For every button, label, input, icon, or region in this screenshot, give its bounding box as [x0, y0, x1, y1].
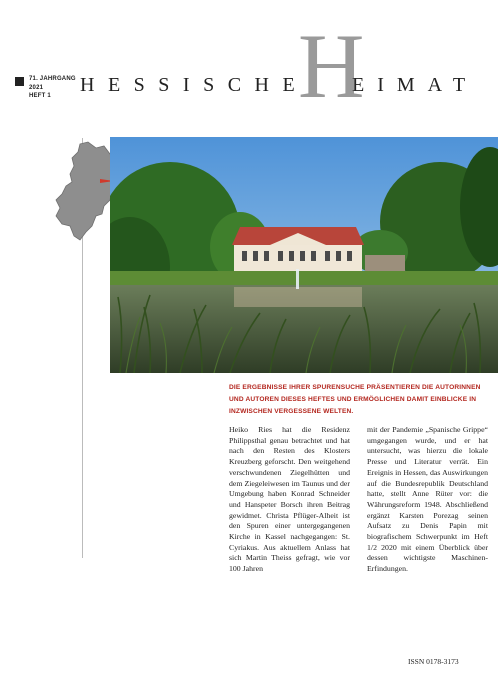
issue-year: 2021 [29, 84, 44, 91]
masthead-initial: H [298, 15, 365, 117]
lead-text: DIE ERGEBNISSE IHRER SPURENSUCHE PRÄSENTIEREN DIE AUTORINNEN UND AUTOREN DIESES HEFTES UND ERMÖGLICHEN DAMIT EINBLICKE IN INZWISCHEN VERGESSENE WELTEN. [229, 384, 481, 415]
photo-palace-pond [110, 137, 498, 373]
issue-volume: 71. JAHRGANG [29, 76, 76, 82]
masthead-left-word: HESSISCHE [80, 74, 309, 96]
body-column-1: Heiko Ries hat die Residenz Philippsthal genau betrachtet und hat nach den Resten des Klosters Kreuzberg geforscht. Den weitgehend verschwundenen Ziegelhütten und dem Ziegeleiwesen im Taunus und der Umgebung haben Konrad Schneider und Hanspeter Borsch ihren Beitrag gewidmet. Christa Pflüger-Alheit ist den Spuren einer untergegangenen Kirche in Kassel nachgegangen: St. Cyriakus. Aus aktuellem Anlass hat sich Martin Theiss gefragt, wie vor 100 Jahren [229, 425, 350, 574]
masthead-right-word: EIMAT [352, 74, 479, 96]
issue-marker [15, 77, 24, 86]
issue-number: HEFT 1 [29, 93, 51, 99]
body-column-2: mit der Pandemie „Spanische Grippe“ umgegangen wurde, und er hat untersucht, was hierzu die lokale Presse und Literatur verrät. Ein Ereignis in Hessen, das Auswirkungen auf die Bundesrepublik Deutschland hatte, stellt Anne Rüter vor: die Währungsreform 1948. Abschließend ergänzt Karsten Porezag seinen Aufsatz zu Denis Papin mit biografischem Schwerpunkt im Heft 1/2 2020 mit einem Überblick über dessen wichtigste Maschinen-Erfindungen. [367, 425, 488, 574]
issn-number: ISSN 0178-3173 [408, 657, 459, 666]
